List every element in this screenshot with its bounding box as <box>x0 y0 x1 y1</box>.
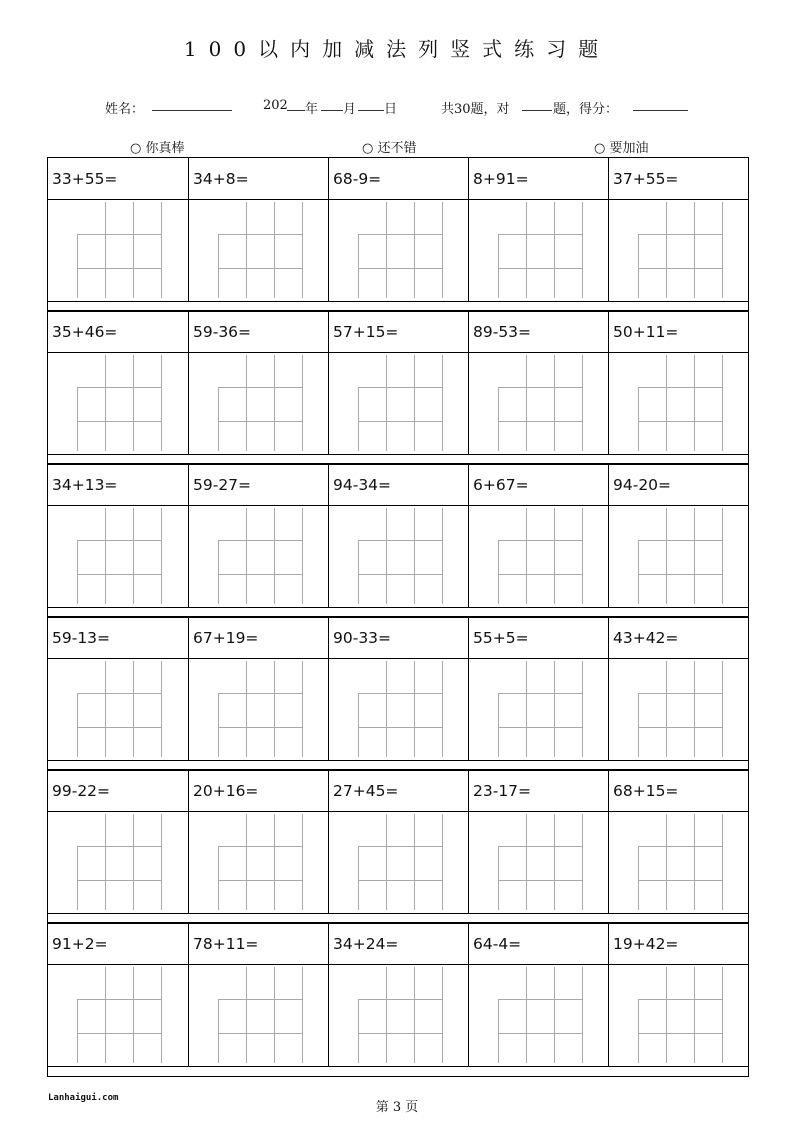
calc-grid-line <box>666 355 667 451</box>
calc-grid-line <box>77 693 78 757</box>
calc-grid-line <box>554 661 555 757</box>
calc-grid-line <box>638 693 722 694</box>
vertical-calc-box[interactable] <box>77 508 161 604</box>
problem-cell <box>608 464 748 607</box>
calc-grid-line <box>638 727 722 728</box>
vertical-calc-box[interactable] <box>358 202 442 298</box>
calc-grid-line <box>638 574 722 575</box>
year-label: 年 <box>305 102 319 117</box>
calc-grid-line <box>386 508 387 604</box>
calc-grid-line <box>666 814 667 910</box>
problem-expression: 91+2= <box>52 935 108 953</box>
calc-grid-line <box>498 846 582 847</box>
calc-grid-line <box>161 814 162 910</box>
calc-grid-line <box>526 814 527 910</box>
site-watermark: Lanhaigui.com <box>48 1093 119 1103</box>
calc-grid-line <box>274 508 275 604</box>
calc-grid-line <box>386 355 387 451</box>
calc-grid-line <box>274 661 275 757</box>
problem-expression: 34+13= <box>52 476 118 494</box>
calc-grid-line <box>666 202 667 298</box>
calc-grid-line <box>358 234 442 235</box>
calc-grid-line <box>133 814 134 910</box>
problem-expression: 78+11= <box>193 935 259 953</box>
calc-grid-line <box>498 1033 582 1034</box>
problem-expression: 89-53= <box>473 323 532 341</box>
calc-grid-line <box>77 1033 161 1034</box>
problem-row <box>47 769 749 914</box>
vertical-calc-box[interactable] <box>638 967 722 1063</box>
calc-grid-line <box>77 574 161 575</box>
vertical-calc-box[interactable] <box>218 355 302 451</box>
calc-grid-line <box>666 508 667 604</box>
calc-grid-line <box>77 880 161 881</box>
row-gap-strip <box>47 1067 749 1077</box>
vertical-calc-box[interactable] <box>498 508 582 604</box>
calc-grid-line <box>442 355 443 451</box>
problem-cell <box>188 158 328 301</box>
problem-cell <box>48 923 188 1066</box>
vertical-calc-box[interactable] <box>498 661 582 757</box>
calc-grid-line <box>133 355 134 451</box>
calc-grid-line <box>694 355 695 451</box>
vertical-calc-box[interactable] <box>638 202 722 298</box>
calc-grid-line <box>694 814 695 910</box>
calc-grid-line <box>526 355 527 451</box>
calc-grid-line <box>498 387 582 388</box>
problem-expression: 43+42= <box>613 629 679 647</box>
calc-grid-line <box>133 661 134 757</box>
calc-grid-line <box>694 967 695 1063</box>
calc-grid-line <box>218 387 302 388</box>
calc-grid-line <box>133 967 134 1063</box>
problem-expression: 94-20= <box>613 476 672 494</box>
calc-grid-line <box>554 967 555 1063</box>
problem-cell <box>608 311 748 454</box>
problem-cell <box>468 311 608 454</box>
problem-cell <box>188 464 328 607</box>
calc-grid-line <box>722 355 723 451</box>
calc-grid-line <box>498 234 499 298</box>
calc-grid-line <box>218 693 302 694</box>
calc-grid-line <box>77 234 78 298</box>
problem-expression: 99-22= <box>52 782 111 800</box>
calc-grid-line <box>638 540 639 604</box>
calc-grid-line <box>638 387 639 451</box>
calc-grid-line <box>554 202 555 298</box>
problem-cell <box>608 158 748 301</box>
calc-grid-line <box>218 846 219 910</box>
calc-grid-line <box>358 268 442 269</box>
calc-grid-line <box>358 1033 442 1034</box>
calc-grid-line <box>218 846 302 847</box>
calc-grid-line <box>498 268 582 269</box>
vertical-calc-box[interactable] <box>358 967 442 1063</box>
problem-expression: 20+16= <box>193 782 259 800</box>
problem-expression: 64-4= <box>473 935 522 953</box>
calc-grid-line <box>77 268 161 269</box>
calc-grid-line <box>358 540 359 604</box>
calc-grid-line <box>582 202 583 298</box>
calc-grid-line <box>638 880 722 881</box>
calc-grid-line <box>638 846 722 847</box>
calc-grid-line <box>442 508 443 604</box>
calc-grid-line <box>722 202 723 298</box>
calc-grid-line <box>386 814 387 910</box>
calc-grid-line <box>302 508 303 604</box>
problem-expression: 34+24= <box>333 935 399 953</box>
problem-expression: 19+42= <box>613 935 679 953</box>
calc-grid-line <box>105 967 106 1063</box>
calc-grid-line <box>358 693 442 694</box>
calc-grid-line <box>358 846 442 847</box>
vertical-calc-box[interactable] <box>77 814 161 910</box>
calc-grid-line <box>414 967 415 1063</box>
calc-grid-line <box>722 967 723 1063</box>
calc-grid-line <box>442 202 443 298</box>
problem-cell <box>188 311 328 454</box>
problem-cell <box>328 770 468 913</box>
problem-cell <box>48 464 188 607</box>
calc-grid-line <box>582 814 583 910</box>
calc-grid-line <box>386 202 387 298</box>
problem-row <box>47 616 749 761</box>
problem-expression: 8+91= <box>473 170 529 188</box>
page-number: 第 3 页 <box>375 1100 419 1115</box>
calc-grid-line <box>358 421 442 422</box>
calc-grid-line <box>498 540 499 604</box>
vertical-calc-box[interactable] <box>77 967 161 1063</box>
problem-expression: 37+55= <box>613 170 679 188</box>
problem-cell <box>48 158 188 301</box>
calc-grid-line <box>246 814 247 910</box>
total-label: 共30题，对 <box>441 102 510 117</box>
problem-expression: 68-9= <box>333 170 382 188</box>
calc-grid-line <box>274 202 275 298</box>
calc-grid-line <box>77 421 161 422</box>
problem-cell <box>328 158 468 301</box>
calc-grid-line <box>358 574 442 575</box>
calc-grid-line <box>638 234 722 235</box>
problem-cell <box>48 311 188 454</box>
problem-cell <box>328 923 468 1066</box>
problem-cell <box>188 617 328 760</box>
calc-grid-line <box>302 967 303 1063</box>
problem-row <box>47 463 749 608</box>
calc-grid-line <box>218 268 302 269</box>
calc-grid-line <box>77 387 161 388</box>
problem-cell <box>468 464 608 607</box>
month-label: 月 <box>343 102 357 117</box>
vertical-calc-box[interactable] <box>77 355 161 451</box>
calc-grid-line <box>105 508 106 604</box>
calc-grid-line <box>218 387 219 451</box>
problem-cell <box>48 770 188 913</box>
calc-grid-line <box>218 574 302 575</box>
calc-grid-line <box>218 421 302 422</box>
vertical-calc-box[interactable] <box>218 967 302 1063</box>
calc-grid-line <box>161 967 162 1063</box>
calc-grid-line <box>638 693 639 757</box>
calc-grid-line <box>218 999 302 1000</box>
rating-great[interactable]: ○ 你真棒 <box>130 141 185 156</box>
year-prefix: 202 <box>263 98 288 113</box>
vertical-calc-box[interactable] <box>358 814 442 910</box>
calc-grid-line <box>77 234 161 235</box>
calc-grid-line <box>161 508 162 604</box>
calc-grid-line <box>638 540 722 541</box>
calc-grid-line <box>414 508 415 604</box>
calc-grid-line <box>105 814 106 910</box>
problem-cell <box>468 770 608 913</box>
problem-expression: 6+67= <box>473 476 529 494</box>
calc-grid-line <box>498 999 499 1063</box>
vertical-calc-box[interactable] <box>638 661 722 757</box>
calc-grid-line <box>161 202 162 298</box>
calc-grid-line <box>358 846 359 910</box>
calc-grid-line <box>302 202 303 298</box>
calc-grid-line <box>554 355 555 451</box>
calc-grid-line <box>498 574 582 575</box>
problem-expression: 55+5= <box>473 629 529 647</box>
vertical-calc-box[interactable] <box>638 814 722 910</box>
calc-grid-line <box>498 693 582 694</box>
problem-cell <box>468 923 608 1066</box>
calc-grid-line <box>358 999 359 1063</box>
calc-grid-line <box>218 540 219 604</box>
calc-grid-line <box>666 967 667 1063</box>
calc-grid-line <box>582 355 583 451</box>
calc-grid-line <box>526 508 527 604</box>
vertical-calc-box[interactable] <box>358 661 442 757</box>
problem-expression: 57+15= <box>333 323 399 341</box>
calc-grid-line <box>302 661 303 757</box>
calc-grid-line <box>414 355 415 451</box>
calc-grid-line <box>246 508 247 604</box>
calc-grid-line <box>442 814 443 910</box>
calc-grid-line <box>498 387 499 451</box>
vertical-calc-box[interactable] <box>498 355 582 451</box>
calc-grid-line <box>638 268 722 269</box>
vertical-calc-box[interactable] <box>218 661 302 757</box>
problem-cell <box>328 464 468 607</box>
calc-grid-line <box>526 661 527 757</box>
calc-grid-line <box>722 661 723 757</box>
calc-grid-line <box>582 661 583 757</box>
calc-grid-line <box>358 880 442 881</box>
calc-grid-line <box>638 387 722 388</box>
calc-grid-line <box>246 355 247 451</box>
problem-expression: 67+19= <box>193 629 259 647</box>
problem-expression: 50+11= <box>613 323 679 341</box>
calc-grid-line <box>582 508 583 604</box>
calc-grid-line <box>358 234 359 298</box>
calc-grid-line <box>414 202 415 298</box>
calc-grid-line <box>77 999 78 1063</box>
vertical-calc-box[interactable] <box>498 814 582 910</box>
problem-expression: 23-17= <box>473 782 532 800</box>
calc-grid-line <box>274 814 275 910</box>
vertical-calc-box[interactable] <box>498 967 582 1063</box>
vertical-calc-box[interactable] <box>77 661 161 757</box>
calc-grid-line <box>246 967 247 1063</box>
vertical-calc-box[interactable] <box>498 202 582 298</box>
calc-grid-line <box>638 421 722 422</box>
vertical-calc-box[interactable] <box>638 508 722 604</box>
page-title: 100以内加减法列竖式练习题 <box>183 37 611 61</box>
calc-grid-line <box>498 727 582 728</box>
calc-grid-line <box>694 202 695 298</box>
problem-cell <box>608 923 748 1066</box>
calc-grid-line <box>358 540 442 541</box>
vertical-calc-box[interactable] <box>218 508 302 604</box>
problem-row <box>47 157 749 302</box>
calc-grid-line <box>218 999 219 1063</box>
calc-grid-line <box>498 846 499 910</box>
problem-expression: 34+8= <box>193 170 249 188</box>
problem-row <box>47 310 749 455</box>
calc-grid-line <box>498 234 582 235</box>
calc-grid-line <box>414 661 415 757</box>
calc-grid-line <box>498 540 582 541</box>
problem-expression: 90-33= <box>333 629 392 647</box>
calc-grid-line <box>133 202 134 298</box>
rating-good[interactable]: ○ 还不错 <box>362 141 417 156</box>
vertical-calc-box[interactable] <box>358 355 442 451</box>
calc-grid-line <box>554 814 555 910</box>
calc-grid-line <box>638 846 639 910</box>
problem-cell <box>608 770 748 913</box>
calc-grid-line <box>218 880 302 881</box>
calc-grid-line <box>77 846 161 847</box>
calc-grid-line <box>386 967 387 1063</box>
problem-cell <box>188 923 328 1066</box>
problem-cell <box>468 617 608 760</box>
calc-grid-line <box>105 661 106 757</box>
calc-grid-line <box>358 727 442 728</box>
problem-expression: 33+55= <box>52 170 118 188</box>
vertical-calc-box[interactable] <box>638 355 722 451</box>
problem-cell <box>328 311 468 454</box>
calc-grid-line <box>274 967 275 1063</box>
calc-grid-line <box>722 814 723 910</box>
calc-grid-line <box>218 693 219 757</box>
problem-grid <box>47 157 749 1077</box>
calc-grid-line <box>302 814 303 910</box>
calc-grid-line <box>386 661 387 757</box>
problem-cell <box>468 158 608 301</box>
calc-grid-line <box>498 880 582 881</box>
calc-grid-line <box>302 355 303 451</box>
problem-expression: 27+45= <box>333 782 399 800</box>
calc-grid-line <box>246 202 247 298</box>
calc-grid-line <box>77 387 78 451</box>
calc-grid-line <box>161 661 162 757</box>
calc-grid-line <box>77 540 161 541</box>
calc-grid-line <box>526 202 527 298</box>
calc-grid-line <box>526 967 527 1063</box>
calc-grid-line <box>554 508 555 604</box>
calc-grid-line <box>218 1033 302 1034</box>
calc-grid-line <box>77 693 161 694</box>
day-label: 日 <box>384 102 398 117</box>
vertical-calc-box[interactable] <box>218 202 302 298</box>
vertical-calc-box[interactable] <box>358 508 442 604</box>
calc-grid-line <box>77 999 161 1000</box>
problem-expression: 94-34= <box>333 476 392 494</box>
calc-grid-line <box>105 355 106 451</box>
calc-grid-line <box>666 661 667 757</box>
calc-grid-line <box>498 421 582 422</box>
problem-expression: 59-36= <box>193 323 252 341</box>
calc-grid-line <box>218 234 219 298</box>
vertical-calc-box[interactable] <box>77 202 161 298</box>
calc-grid-line <box>638 999 639 1063</box>
calc-grid-line <box>358 999 442 1000</box>
problem-expression: 68+15= <box>613 782 679 800</box>
calc-grid-line <box>638 234 639 298</box>
name-label: 姓名： <box>105 102 145 117</box>
calc-grid-line <box>77 540 78 604</box>
calc-grid-line <box>694 661 695 757</box>
calc-grid-line <box>722 508 723 604</box>
score-label: 题，得分： <box>553 102 619 117</box>
problem-expression: 59-27= <box>193 476 252 494</box>
problem-row <box>47 922 749 1067</box>
calc-grid-line <box>105 202 106 298</box>
calc-grid-line <box>358 387 359 451</box>
calc-grid-line <box>358 387 442 388</box>
calc-grid-line <box>498 999 582 1000</box>
calc-grid-line <box>638 1033 722 1034</box>
calc-grid-line <box>133 508 134 604</box>
calc-grid-line <box>77 846 78 910</box>
calc-grid-line <box>246 661 247 757</box>
problem-expression: 59-13= <box>52 629 111 647</box>
problem-cell <box>188 770 328 913</box>
calc-grid-line <box>694 508 695 604</box>
calc-grid-line <box>218 234 302 235</box>
calc-grid-line <box>414 814 415 910</box>
problem-cell <box>48 617 188 760</box>
vertical-calc-box[interactable] <box>218 814 302 910</box>
rating-try-harder[interactable]: ○ 要加油 <box>594 141 649 156</box>
calc-grid-line <box>218 540 302 541</box>
problem-expression: 35+46= <box>52 323 118 341</box>
calc-grid-line <box>77 727 161 728</box>
calc-grid-line <box>638 999 722 1000</box>
calc-grid-line <box>218 727 302 728</box>
calc-grid-line <box>582 967 583 1063</box>
problem-cell <box>608 617 748 760</box>
calc-grid-line <box>498 693 499 757</box>
calc-grid-line <box>161 355 162 451</box>
calc-grid-line <box>274 355 275 451</box>
problem-cell <box>328 617 468 760</box>
calc-grid-line <box>358 693 359 757</box>
calc-grid-line <box>442 967 443 1063</box>
calc-grid-line <box>442 661 443 757</box>
